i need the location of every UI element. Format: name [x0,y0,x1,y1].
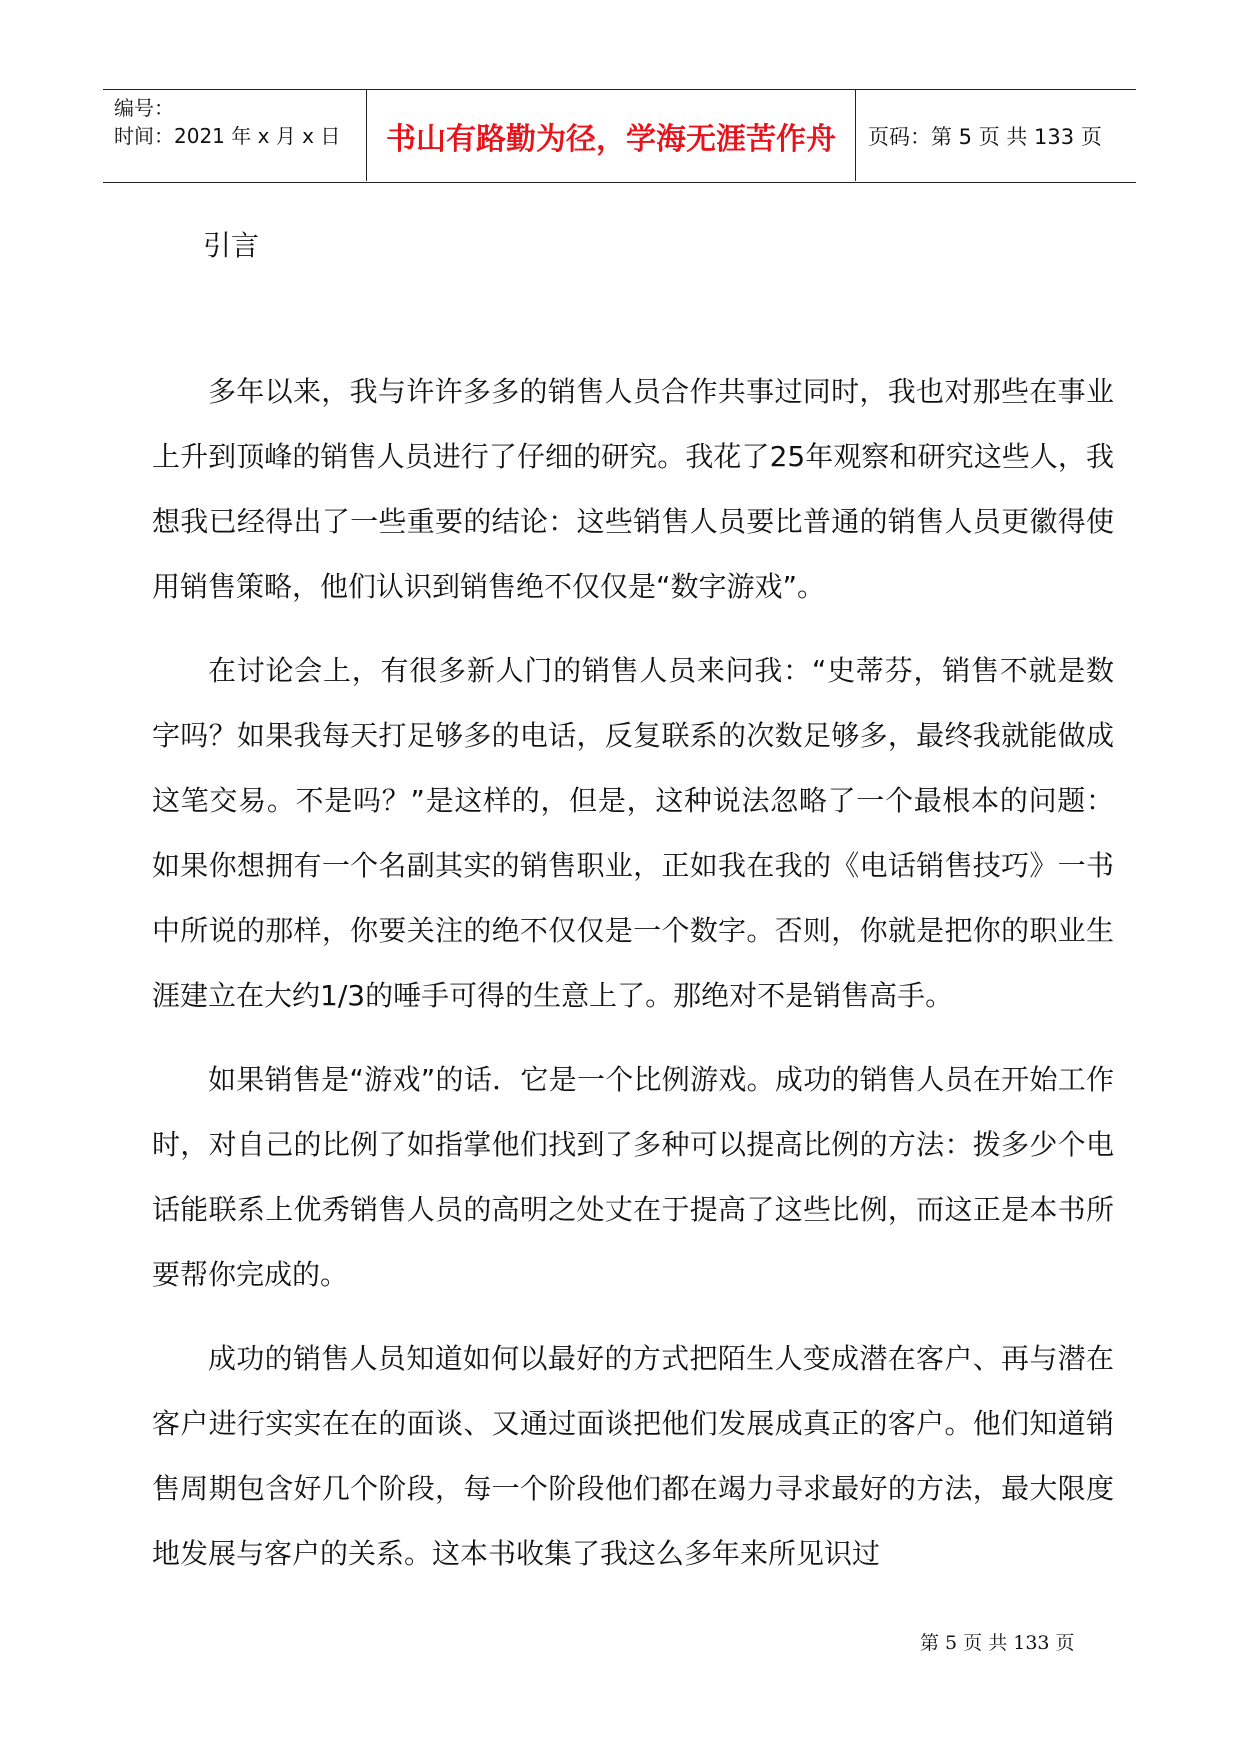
document-number-label: 编号： [114,96,174,120]
paragraph-3: 如果销售是“游戏”的话．它是一个比例游戏。成功的销售人员在开始工作时，对自己的比例了如指掌他们找到了多种可以提高比例的方法：拨多少个电话能联系上优秀销售人员的高明之处丈在于提高了这些比例，而这正是本书所要帮你完成的。 [152,1063,1114,1291]
page-header [103,89,1136,183]
document-time-label: 时间：2021 年 x 月 x 日 [114,124,341,148]
paragraph-2: 在讨论会上，有很多新人门的销售人员来问我：“史蒂芬，销售不就是数字吗？如果我每天打足够多的电话，反复联系的次数足够多，最终我就能做成这笔交易。不是吗？”是这样的，但是，这种说法忽略了一个最根本的问题：如果你想拥有一个名副其实的销售职业，正如我在我的《电话销售技巧》一书中所说的那样，你要关注的绝不仅仅是一个数字。否则，你就是把你的职业生涯建立在大约1/3的唾手可得的生意上了。那绝对不是销售高手。 [152,654,1114,1012]
header-meta [114,94,364,150]
header-motto: 书山有路勤为径，学海无涯苦作舟 [386,121,836,157]
document-body [152,359,1114,1605]
paragraph-1: 多年以来，我与许许多多的销售人员合作共事过同时，我也对那些在事业上升到顶峰的销售人员进行了仔细的研究。我花了25年观察和研究这些人，我想我已经得出了一些重要的结论：这些销售人员要比普通的销售人员更徽得使用销售策略，他们认识到销售绝不仅仅是“数字游戏”。 [152,375,1114,603]
page-footer: 第 5 页 共 133 页 [920,1632,1075,1654]
paragraph-4: 成功的销售人员知道如何以最好的方式把陌生人变成潜在客户、再与潜在客户进行实实在在的面谈、又通过面谈把他们发展成真正的客户。他们知道销售周期包含好几个阶段，每一个阶段他们都在竭力寻求最好的方法，最大限度地发展与客户的关系。这本书收集了我这么多年来所见识过 [152,1342,1114,1570]
section-title: 引言 [203,229,260,262]
header-motto-cell [366,90,856,181]
header-page-info: 页码：第 5 页 共 133 页 [868,124,1102,149]
